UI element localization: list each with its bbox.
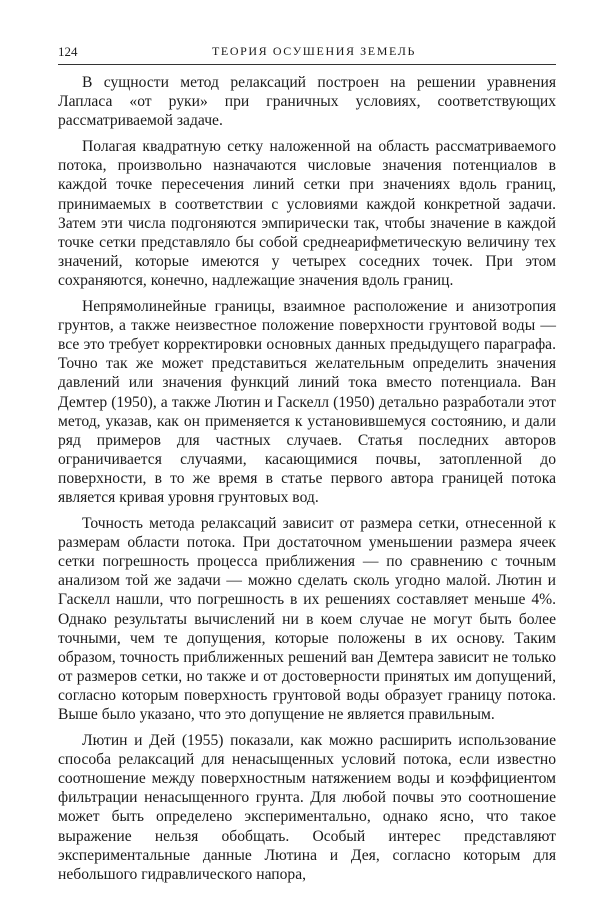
- paragraph: Лютин и Дей (1955) показали, как можно расширить использование способа релаксаций для ненасыщенных условий потока, если известно соотношение между поверхностным натяжением воды и коэффициентом фильтрации ненасыщенного грунта. Для любой почвы это соотношение может быть определено экспериментально, однако ясно, что такое выражение нельзя обобщать. Особый интерес представляют экспериментальные данные Лютина и Дея, согласно которым для небольшого гидравлического напора,: [58, 732, 556, 883]
- book-page: [58, 36, 556, 891]
- running-title: ТЕОРИЯ ОСУШЕНИЯ ЗЕМЕЛЬ: [211, 44, 416, 58]
- header-rule: [58, 64, 556, 65]
- page-number: 124: [58, 44, 78, 59]
- paragraph: В сущности метод релаксаций построен на решении уравнения Лапласа «от руки» при граничных условиях, соответствующих рассматриваемой задаче.: [58, 74, 556, 130]
- paragraph: Полагая квадратную сетку наложенной на область рассматриваемого потока, произвольно назначаются числовые значения потенциалов в каждой точке пересечения линий сетки при значениях вдоль границ, принимаемых в соответствии с условиями каждой конкретной задачи. Затем эти числа подгоняются эмпирически так, чтобы значение в каждой точке сетки представляло бы собой среднеарифметическую величину тех значений, которые имеются у четырех соседних точек. При этом сохраняются, конечно, надлежащие значения вдоль границ.: [58, 138, 556, 289]
- paragraph: Точность метода релаксаций зависит от размера сетки, отнесенной к размерам области потока. При достаточном уменьшении размера ячеек сетки погрешность процесса приближения — по сравнению с точным анализом той же задачи — можно сделать сколь угодно малой. Лютин и Гаскелл нашли, что погрешность в их решениях составляет меньше 4%. Однако результаты вычислений ни в коем случае не могут быть более точными, чем те допущения, которые положены в их основу. Таким образом, точность приближенных решений ван Демтера зависит не только от размеров сетки, но также и от достоверности принятых им допущений, согласно которым поверхность грунтовой воды образует границу потока. Выше было указано, что это допущение не является правильным.: [58, 515, 556, 723]
- running-head: [58, 36, 556, 60]
- body-text: [58, 73, 556, 884]
- paragraph: Непрямолинейные границы, взаимное расположение и анизотропия грунтов, а также неизвестное положение поверхности грунтовой воды — все это требует корректировки основных данных предыдущего параграфа. Точно так же может представиться желательным определить значения давлений или значения функций линий тока вместо потенциала. Ван Демтер (1950), а также Лютин и Гаскелл (1950) детально разработали этот метод, указав, как он применяется к установившемуся состоянию, и дали ряд примеров для частных случаев. Статья последних авторов ограничивается случаями, касающимися почвы, затопленной до поверхности, в то же время в статье первого автора границей потока является кривая уровня грунтовых вод.: [58, 298, 556, 506]
